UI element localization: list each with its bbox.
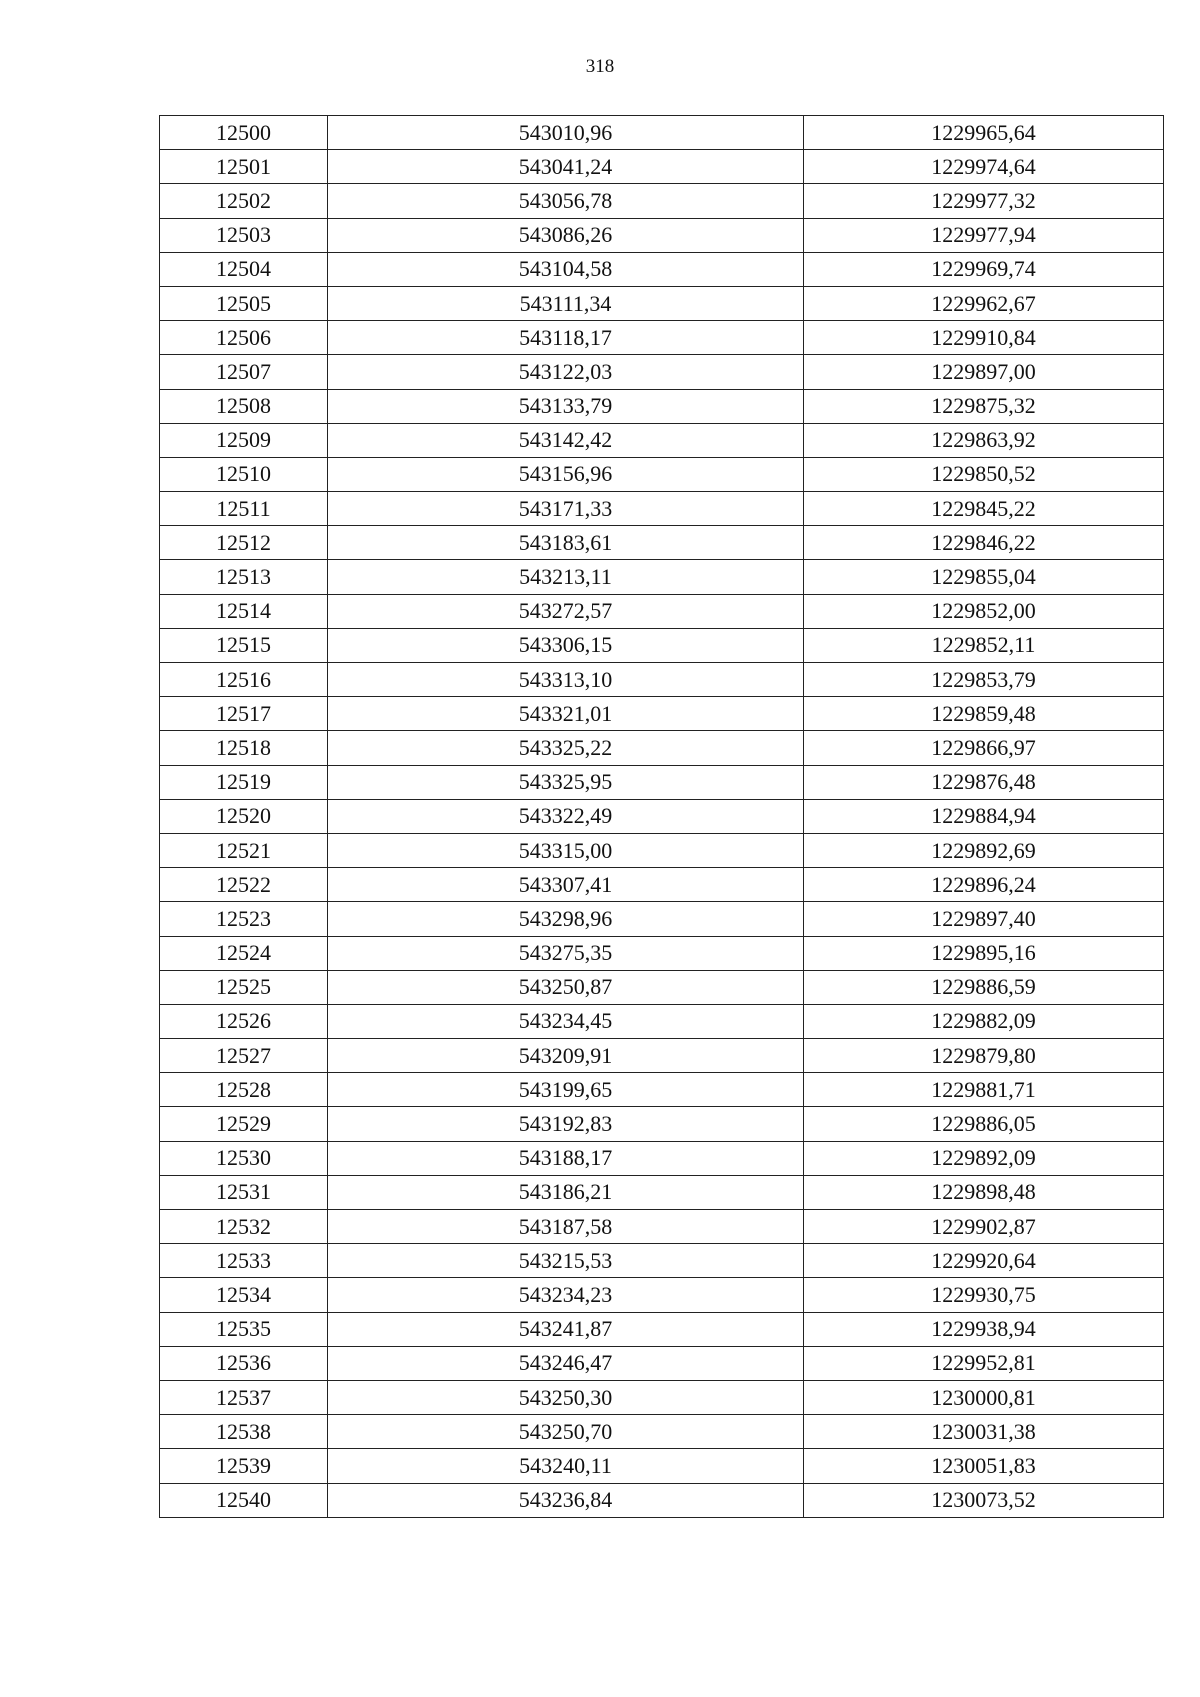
y-coordinate-cell: 1229902,87 [804, 1210, 1164, 1244]
point-number-cell: 12519 [160, 765, 328, 799]
table-row [160, 594, 1164, 628]
table-row [160, 1380, 1164, 1414]
y-coordinate-cell: 1230031,38 [804, 1415, 1164, 1449]
point-number-cell: 12516 [160, 663, 328, 697]
y-coordinate-cell: 1229897,00 [804, 355, 1164, 389]
y-coordinate-cell: 1229896,24 [804, 868, 1164, 902]
x-coordinate-cell: 543321,01 [328, 697, 804, 731]
y-coordinate-cell: 1229884,94 [804, 799, 1164, 833]
x-coordinate-cell: 543122,03 [328, 355, 804, 389]
x-coordinate-cell: 543215,53 [328, 1244, 804, 1278]
table-row [160, 1449, 1164, 1483]
table-row [160, 1312, 1164, 1346]
x-coordinate-cell: 543315,00 [328, 833, 804, 867]
x-coordinate-cell: 543188,17 [328, 1141, 804, 1175]
x-coordinate-cell: 543056,78 [328, 184, 804, 218]
x-coordinate-cell: 543041,24 [328, 150, 804, 184]
table-row [160, 423, 1164, 457]
table-row [160, 321, 1164, 355]
table-row [160, 389, 1164, 423]
table-row [160, 526, 1164, 560]
point-number-cell: 12539 [160, 1449, 328, 1483]
x-coordinate-cell: 543250,70 [328, 1415, 804, 1449]
y-coordinate-cell: 1229977,94 [804, 218, 1164, 252]
table-row [160, 902, 1164, 936]
x-coordinate-cell: 543187,58 [328, 1210, 804, 1244]
x-coordinate-cell: 543086,26 [328, 218, 804, 252]
y-coordinate-cell: 1229974,64 [804, 150, 1164, 184]
x-coordinate-cell: 543213,11 [328, 560, 804, 594]
coordinates-table [159, 115, 1164, 1518]
point-number-cell: 12515 [160, 628, 328, 662]
x-coordinate-cell: 543186,21 [328, 1175, 804, 1209]
table-row [160, 1107, 1164, 1141]
table-row [160, 1039, 1164, 1073]
y-coordinate-cell: 1229910,84 [804, 321, 1164, 355]
point-number-cell: 12501 [160, 150, 328, 184]
x-coordinate-cell: 543298,96 [328, 902, 804, 936]
table-row [160, 1278, 1164, 1312]
x-coordinate-cell: 543322,49 [328, 799, 804, 833]
x-coordinate-cell: 543192,83 [328, 1107, 804, 1141]
point-number-cell: 12510 [160, 457, 328, 491]
x-coordinate-cell: 543236,84 [328, 1483, 804, 1517]
y-coordinate-cell: 1229898,48 [804, 1175, 1164, 1209]
y-coordinate-cell: 1229882,09 [804, 1004, 1164, 1038]
y-coordinate-cell: 1229895,16 [804, 936, 1164, 970]
table-row [160, 1210, 1164, 1244]
table-row [160, 731, 1164, 765]
point-number-cell: 12525 [160, 970, 328, 1004]
point-number-cell: 12502 [160, 184, 328, 218]
table-row [160, 1244, 1164, 1278]
point-number-cell: 12509 [160, 423, 328, 457]
y-coordinate-cell: 1229977,32 [804, 184, 1164, 218]
y-coordinate-cell: 1229853,79 [804, 663, 1164, 697]
x-coordinate-cell: 543250,87 [328, 970, 804, 1004]
table-row [160, 1141, 1164, 1175]
y-coordinate-cell: 1229863,92 [804, 423, 1164, 457]
y-coordinate-cell: 1229852,00 [804, 594, 1164, 628]
point-number-cell: 12535 [160, 1312, 328, 1346]
point-number-cell: 12500 [160, 116, 328, 150]
y-coordinate-cell: 1230051,83 [804, 1449, 1164, 1483]
point-number-cell: 12529 [160, 1107, 328, 1141]
table-row [160, 1483, 1164, 1517]
x-coordinate-cell: 543010,96 [328, 116, 804, 150]
x-coordinate-cell: 543104,58 [328, 252, 804, 286]
point-number-cell: 12517 [160, 697, 328, 731]
y-coordinate-cell: 1229855,04 [804, 560, 1164, 594]
table-row [160, 1073, 1164, 1107]
point-number-cell: 12518 [160, 731, 328, 765]
y-coordinate-cell: 1229852,11 [804, 628, 1164, 662]
table-row [160, 150, 1164, 184]
table-row [160, 833, 1164, 867]
table-row [160, 116, 1164, 150]
point-number-cell: 12540 [160, 1483, 328, 1517]
table-row [160, 970, 1164, 1004]
y-coordinate-cell: 1229962,67 [804, 286, 1164, 320]
x-coordinate-cell: 543313,10 [328, 663, 804, 697]
y-coordinate-cell: 1229897,40 [804, 902, 1164, 936]
point-number-cell: 12507 [160, 355, 328, 389]
table-row [160, 628, 1164, 662]
x-coordinate-cell: 543272,57 [328, 594, 804, 628]
point-number-cell: 12527 [160, 1039, 328, 1073]
y-coordinate-cell: 1229952,81 [804, 1346, 1164, 1380]
point-number-cell: 12523 [160, 902, 328, 936]
point-number-cell: 12532 [160, 1210, 328, 1244]
point-number-cell: 12513 [160, 560, 328, 594]
x-coordinate-cell: 543111,34 [328, 286, 804, 320]
x-coordinate-cell: 543240,11 [328, 1449, 804, 1483]
point-number-cell: 12506 [160, 321, 328, 355]
x-coordinate-cell: 543250,30 [328, 1380, 804, 1414]
table-row [160, 492, 1164, 526]
point-number-cell: 12505 [160, 286, 328, 320]
point-number-cell: 12521 [160, 833, 328, 867]
table-row [160, 457, 1164, 491]
y-coordinate-cell: 1229920,64 [804, 1244, 1164, 1278]
table-row [160, 1175, 1164, 1209]
point-number-cell: 12524 [160, 936, 328, 970]
table-row [160, 286, 1164, 320]
table-row [160, 697, 1164, 731]
point-number-cell: 12522 [160, 868, 328, 902]
y-coordinate-cell: 1229850,52 [804, 457, 1164, 491]
x-coordinate-cell: 543142,42 [328, 423, 804, 457]
y-coordinate-cell: 1229938,94 [804, 1312, 1164, 1346]
y-coordinate-cell: 1229881,71 [804, 1073, 1164, 1107]
y-coordinate-cell: 1229879,80 [804, 1039, 1164, 1073]
point-number-cell: 12531 [160, 1175, 328, 1209]
y-coordinate-cell: 1229846,22 [804, 526, 1164, 560]
x-coordinate-cell: 543133,79 [328, 389, 804, 423]
coordinates-table-body [160, 116, 1164, 1518]
point-number-cell: 12536 [160, 1346, 328, 1380]
y-coordinate-cell: 1229892,69 [804, 833, 1164, 867]
y-coordinate-cell: 1229845,22 [804, 492, 1164, 526]
table-row [160, 868, 1164, 902]
point-number-cell: 12533 [160, 1244, 328, 1278]
point-number-cell: 12528 [160, 1073, 328, 1107]
table-row [160, 252, 1164, 286]
point-number-cell: 12534 [160, 1278, 328, 1312]
point-number-cell: 12512 [160, 526, 328, 560]
x-coordinate-cell: 543171,33 [328, 492, 804, 526]
page-number: 318 [585, 56, 615, 77]
point-number-cell: 12538 [160, 1415, 328, 1449]
x-coordinate-cell: 543307,41 [328, 868, 804, 902]
y-coordinate-cell: 1229876,48 [804, 765, 1164, 799]
point-number-cell: 12508 [160, 389, 328, 423]
y-coordinate-cell: 1229866,97 [804, 731, 1164, 765]
y-coordinate-cell: 1229930,75 [804, 1278, 1164, 1312]
table-row [160, 1346, 1164, 1380]
table-row [160, 936, 1164, 970]
table-row [160, 184, 1164, 218]
table-row [160, 560, 1164, 594]
table-row [160, 355, 1164, 389]
y-coordinate-cell: 1229859,48 [804, 697, 1164, 731]
point-number-cell: 12526 [160, 1004, 328, 1038]
y-coordinate-cell: 1229969,74 [804, 252, 1164, 286]
point-number-cell: 12503 [160, 218, 328, 252]
x-coordinate-cell: 543275,35 [328, 936, 804, 970]
x-coordinate-cell: 543199,65 [328, 1073, 804, 1107]
point-number-cell: 12537 [160, 1380, 328, 1414]
x-coordinate-cell: 543246,47 [328, 1346, 804, 1380]
table-row [160, 799, 1164, 833]
x-coordinate-cell: 543306,15 [328, 628, 804, 662]
x-coordinate-cell: 543209,91 [328, 1039, 804, 1073]
point-number-cell: 12514 [160, 594, 328, 628]
table-row [160, 218, 1164, 252]
point-number-cell: 12504 [160, 252, 328, 286]
y-coordinate-cell: 1229892,09 [804, 1141, 1164, 1175]
x-coordinate-cell: 543183,61 [328, 526, 804, 560]
table-row [160, 1004, 1164, 1038]
x-coordinate-cell: 543118,17 [328, 321, 804, 355]
table-row [160, 1415, 1164, 1449]
point-number-cell: 12530 [160, 1141, 328, 1175]
x-coordinate-cell: 543325,95 [328, 765, 804, 799]
x-coordinate-cell: 543234,23 [328, 1278, 804, 1312]
y-coordinate-cell: 1229886,59 [804, 970, 1164, 1004]
point-number-cell: 12520 [160, 799, 328, 833]
y-coordinate-cell: 1229886,05 [804, 1107, 1164, 1141]
x-coordinate-cell: 543325,22 [328, 731, 804, 765]
y-coordinate-cell: 1230073,52 [804, 1483, 1164, 1517]
y-coordinate-cell: 1230000,81 [804, 1380, 1164, 1414]
x-coordinate-cell: 543234,45 [328, 1004, 804, 1038]
table-row [160, 663, 1164, 697]
point-number-cell: 12511 [160, 492, 328, 526]
x-coordinate-cell: 543156,96 [328, 457, 804, 491]
table-row [160, 765, 1164, 799]
y-coordinate-cell: 1229965,64 [804, 116, 1164, 150]
y-coordinate-cell: 1229875,32 [804, 389, 1164, 423]
x-coordinate-cell: 543241,87 [328, 1312, 804, 1346]
